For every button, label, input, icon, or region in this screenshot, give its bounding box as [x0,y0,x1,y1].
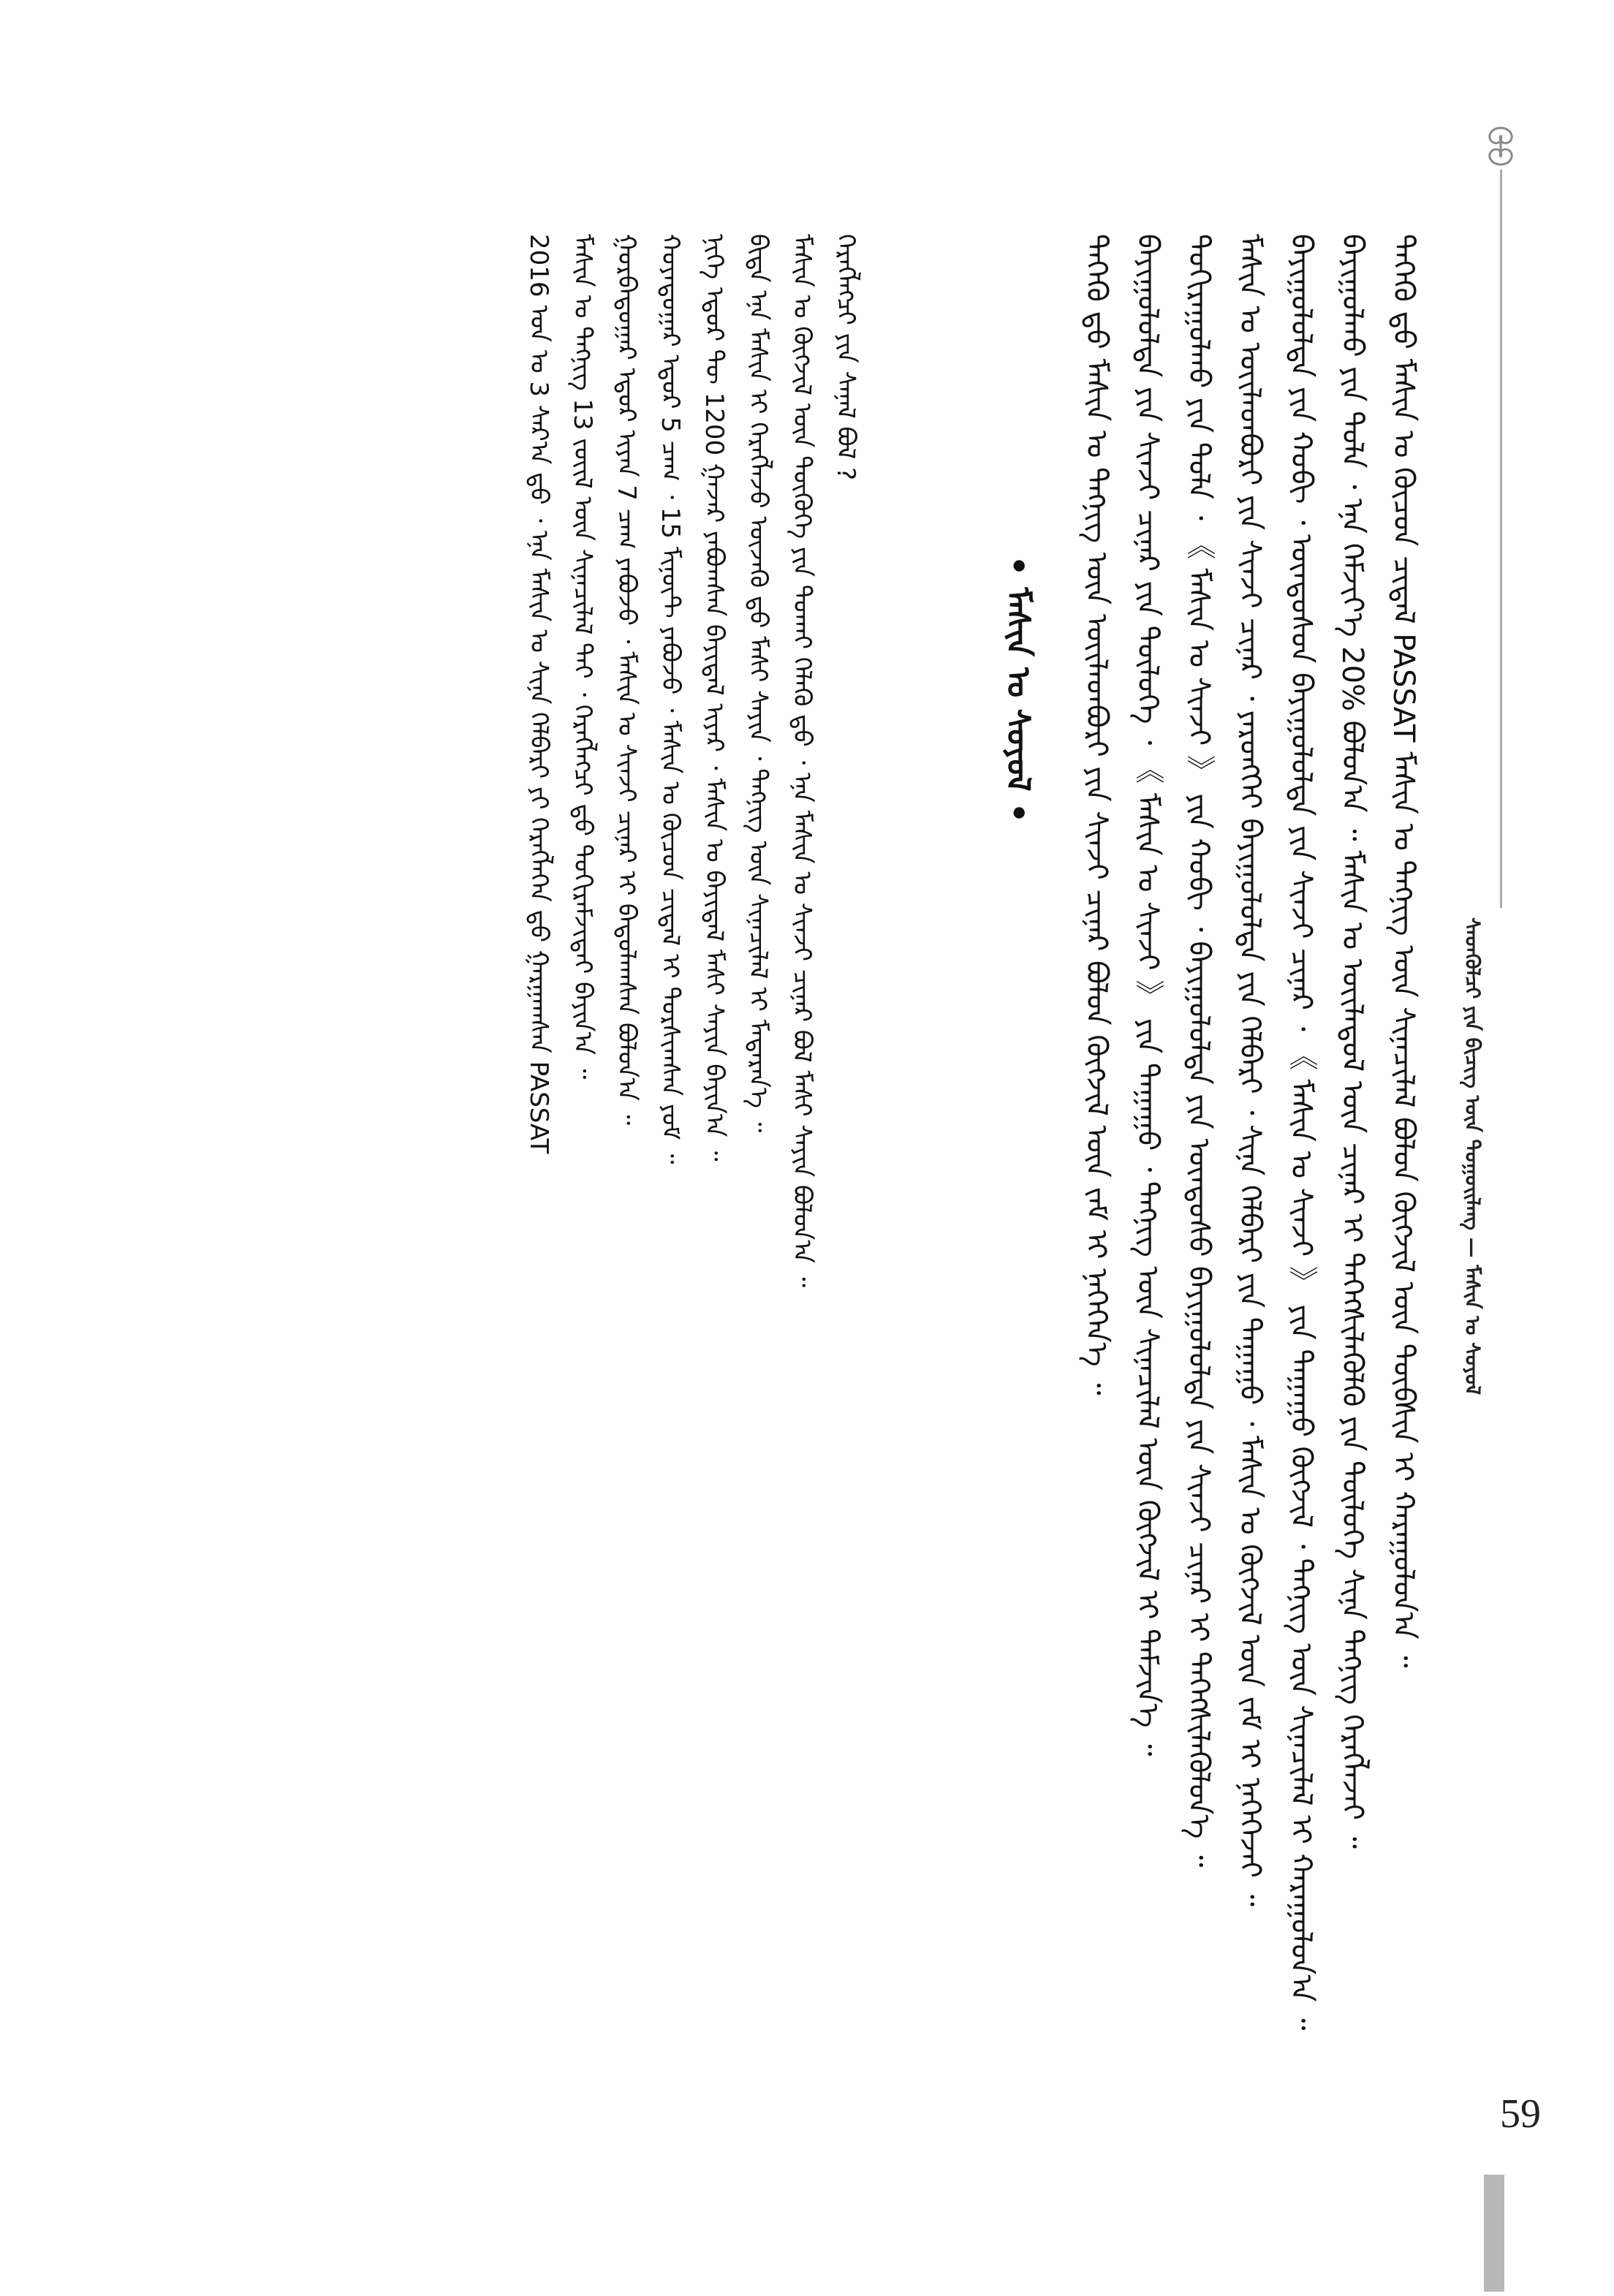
body-column: ᠮᠠᠰᠢᠨ ᠤ ᠦᠢᠯᠡᠳᠪᠦᠷᠢ ᠶᠢᠨ ᠰᠢᠨᠵᠢ ᠴᠢᠨᠠᠷ ᠂ ᠶᠡᠷᠦᠩᠬᠡᠢ ᠪᠠᠶᠢᠭᠤᠯᠤᠯᠳᠠ ᠶᠢᠨ ᠬᠡᠯᠪᠡᠷᠢ ᠂ ᠰᠢᠨᠡ ᠬᠡᠯᠪᠡᠷᠢ ᠶᠢᠨ ᠳᠠᠭᠠᠭᠤ ᠂ ᠮᠠᠰᠢᠨ ᠤ ᠬᠥᠭᠵᠢᠯ ᠦᠨ ᠵᠠᠮ ᠢ ᠨᠡᠭᠡᠭᠡᠵᠡᠢ ᠃ [1233,234,1267,1907]
body-column: ᠪᠠᠶᠢᠭᠤᠯᠤᠯᠳᠠ ᠶᠢᠨ ᠰᠢᠨᠵᠢ ᠴᠢᠨᠠᠷ ᠶᠢᠨ ᠲᠥᠯᠥᠭᠡ ᠂ 《 ᠮᠠᠰᠢᠨ ᠤ ᠰᠢᠨᠵᠢ 》 ᠶᠢᠨ ᠳᠠᠭᠠᠭᠤ ᠂ ᠲᠡᠬᠨᠢᠭ ᠦᠨ ᠰᠢᠨᠡᠴᠢᠯᠡᠯ ᠦᠨ ᠬᠥᠭᠵᠢᠯ ᠢ ᠳᠡᠮᠵᠢᠨ᠎ᠡ ᠃ [1131,234,1164,1757]
body-column: ᠪᠠᠶᠢᠭᠤᠯᠬᠤ ᠶᠢᠨ ᠲᠤᠯᠠ ᠂ ᠡᠨᠡ ᠬᠡᠮᠵᠢᠶ᠎ᠡ 20% ᠪᠣᠯᠤᠨ᠎ᠠ ᠃ ᠮᠠᠰᠢᠨ ᠤ ᠦᠢᠯᠡᠳᠦᠯ ᠦᠨ ᠴᠢᠨᠠᠷ ᠢ ᠳᠡᠭᠡᠭᠰᠢᠯᠡᠭᠦᠯᠬᠦ ᠶᠢᠨ ᠲᠥᠯᠥᠭᠡ ᠰᠢᠨᠡ ᠲᠡᠬᠨᠢᠭ ᠬᠡᠷᠡᠭᠯᠡᠵᠡᠢ ᠃ [1335,234,1369,1849]
body-column: ᠲᠣᠬᠢᠷᠠᠭᠤᠯᠬᠤ ᠶᠢᠨ ᠲᠤᠯᠠ ᠂ 《 ᠮᠠᠰᠢᠨ ᠤ ᠰᠢᠨᠵᠢ 》 ᠶᠢᠨ ᠬᠤᠪᠢ ᠂ ᠪᠠᠶᠢᠭᠤᠯᠤᠯᠳᠠ ᠶᠢᠨ ᠦᠨᠳᠦᠰᠦ ᠪᠠᠶᠢᠭᠤᠯᠤᠯᠳᠠ ᠶᠢᠨ ᠰᠢᠨᠵᠢ ᠴᠢᠨᠠᠷ ᠢ ᠳᠡᠭᠡᠭᠰᠢᠯᠡᠭᠦᠯᠦᠨ᠎ᠡ ᠃ [1182,234,1216,1868]
sidebar-column: ᠭᠤᠷᠪᠠᠳᠤᠭᠠᠷ ᠡᠳᠦᠷ ᠢᠶᠡᠨ 7 ᠴᠠᠭ ᠶᠠᠪᠤᠵᠤ ᠂ ᠮᠠᠰᠢᠨ ᠤ ᠰᠢᠨᠵᠢ ᠴᠢᠨᠠᠷ ᠢ ᠪᠠᠲᠤᠯᠠᠭᠰᠠᠨ ᠪᠣᠯᠤᠨ᠎ᠠ ᠃ [612,234,641,1126]
header-ornament-icon [1475,124,1526,168]
sidebar-column: ᠨᠢᠭᠡ ᠡᠳᠦᠷ ᠲᠦ 1200 ᠭᠠᠵᠠᠷ ᠶᠠᠪᠤᠭᠰᠠᠨ ᠪᠠᠶᠢᠳᠠᠯ ᠢᠶᠡᠷ ᠂ ᠮᠠᠰᠢᠨ ᠤ ᠪᠠᠶᠢᠳᠠᠯ ᠮᠠᠰᠢ ᠰᠠᠶᠢᠨ ᠪᠠᠶᠢᠨ᠎ᠠ ᠃ [700,234,729,1162]
sidebar-column: ᠮᠠᠰᠢᠨ ᠤ ᠲᠡᠬᠨᠢᠭ 13 ᠵᠦᠢᠯ ᠦᠨ ᠰᠢᠨᠡᠴᠢᠯᠡᠯ ᠲᠡᠢ ᠂ ᠬᠡᠷᠡᠭᠯᠡᠭᠴᠢ ᠳ᠋ᠦ ᠲᠣᠬᠢᠷᠠᠮᠵᠢᠲᠠᠢ ᠪᠠᠶᠢᠨ᠎ᠠ ᠃ [568,234,597,1080]
section-heading: • ᠮᠠᠰᠢᠨ ᠤ ᠰᠣᠶᠣᠯ • [999,556,1037,824]
sidebar-column: ᠪᠢᠳᠡ ᠡᠨᠡ ᠮᠠᠰᠢᠨ ᠢ ᠬᠡᠷᠡᠭᠯᠡᠵᠦ ᠦᠵᠡᠬᠦ ᠳ᠋ᠦ ᠮᠠᠰᠢ ᠰᠠᠶᠢᠨ ᠂ ᠲᠡᠬᠨᠢᠭ ᠦᠨ ᠰᠢᠨᠡᠴᠢᠯᠡᠯ ᠢ ᠮᠡᠳᠡᠷᠡᠨ᠎ᠡ ᠃ [743,234,773,1133]
sidebar-column: ᠬᠡᠷᠡᠭᠯᠡᠭᠴᠢ ᠶᠢᠨ ᠰᠠᠨᠠᠯ ᠪᠣᠯ ? [831,234,860,481]
page-edge-tab [1484,2175,1504,2292]
sidebar-column: 2016 ᠣᠨ ᠤ 3 ᠰᠠᠷ᠎ᠠ ᠳ᠋ᠤ ᠂ ᠡᠨᠡ ᠮᠠᠰᠢᠨ ᠤ ᠰᠢᠨᠡ ᠬᠡᠯᠪᠡᠷᠢ ᠶᠢ ᠬᠡᠷᠡᠭᠯᠡᠭᠡᠨ ᠳ᠋ᠦ ᠭᠠᠷᠭᠠᠭᠰᠠᠨ PASSAT [524,234,553,1154]
running-header: ᠰᠡᠳᠬᠦᠯᠴᠢ ᠶᠢᠨ ᠪᠢᠴᠢᠭ᠌ ᠦᠨ ᠳᠤᠭᠤᠢᠯᠠᠩ — ᠮᠠᠰᠢᠨ ᠤ ᠰᠣᠶᠣᠯ [1460,917,1485,1395]
body-column: ᠲᠡᠭᠡᠬᠦ ᠳ᠋ᠤ ᠮᠠᠰᠢᠨ ᠤ ᠬᠦᠴᠦᠨ ᠴᠢᠳᠠᠯ PASSAT ᠮᠠᠰᠢᠨ ᠤ ᠲᠡᠬᠨᠢᠭ᠌ ᠦᠨ ᠰᠢᠨᠡᠴᠢᠯᠡᠯ ᠪᠣᠯᠤᠨ ᠬᠦᠭᠵᠢᠯ ᠦᠨ ᠲᠦᠪᠰᠢᠨ ᠢ ᠬᠠᠷᠠᠭᠤᠯᠤᠨ᠎ᠠ ᠃ [1387,234,1420,1668]
header-rule [1500,170,1502,908]
sidebar-column: ᠬᠣᠶᠠᠳᠤᠭᠠᠷ ᠡᠳᠦᠷ 5 ᠴᠠᠭ ᠂ 15 ᠮᠢᠨᠦ᠋ᠲ ᠶᠠᠪᠤᠵᠤ ᠂ ᠮᠠᠰᠢᠨ ᠤ ᠬᠦᠴᠦᠨ ᠴᠢᠳᠠᠯ ᠢ ᠲᠤᠷᠰᠢᠭᠰᠠᠨ ᠶᠤᠮ ᠃ [656,234,685,1164]
page-number: 59 [1500,2091,1541,2137]
sidebar-column: ᠮᠠᠰᠢᠨ ᠤ ᠬᠥᠭᠵᠢᠯ ᠦᠨ ᠲᠦᠭᠦᠬᠡ ᠶᠢᠨ ᠲᠤᠬᠠᠢ ᠬᠡᠯᠡᠬᠦ ᠳ᠋ᠦ ᠂ ᠡᠨᠡ ᠮᠠᠰᠢᠨ ᠤ ᠰᠢᠨᠵᠢ ᠴᠢᠨᠠᠷ ᠪᠣᠯ ᠮᠠᠰᠢ ᠰᠠᠶᠢᠨ ᠪᠣᠯᠤᠨ᠎ᠠ ᠃ [787,234,817,1288]
body-column: ᠲᠡᠭᠡᠬᠦ ᠳ᠋ᠤ ᠮᠠᠰᠢᠨ ᠤ ᠲᠡᠬᠨᠢᠭ ᠦᠨ ᠦᠢᠯᠡᠳᠪᠦᠷᠢ ᠶᠢᠨ ᠰᠢᠨᠵᠢ ᠴᠢᠨᠠᠷ ᠪᠣᠯᠤᠨ ᠬᠥᠭᠵᠢᠯ ᠦᠨ ᠵᠠᠮ ᠢ ᠨᠡᠭᠡᠭᠡᠨ᠎ᠡ ᠃ [1080,234,1113,1395]
body-column: ᠪᠠᠶᠢᠭᠤᠯᠤᠯᠳᠠ ᠶᠢᠨ ᠬᠤᠪᠢ ᠂ ᠦᠨᠳᠦᠰᠦᠨ ᠪᠠᠶᠢᠭᠤᠯᠤᠯᠳᠠ ᠶᠢᠨ ᠰᠢᠨᠵᠢ ᠴᠢᠨᠠᠷ ᠂ 《 ᠮᠠᠰᠢᠨ ᠤ ᠰᠢᠨᠵᠢ 》 ᠶᠢᠨ ᠳᠠᠭᠠᠭᠤ ᠬᠥᠭᠵᠢᠯ ᠂ ᠲᠡᠬᠨᠢᠭ ᠦᠨ ᠰᠢᠨᠡᠴᠢᠯᠡᠯ ᠢ ᠬᠠᠷᠠᠭᠤᠯᠤᠨ᠎ᠠ ᠃ [1284,234,1318,2031]
